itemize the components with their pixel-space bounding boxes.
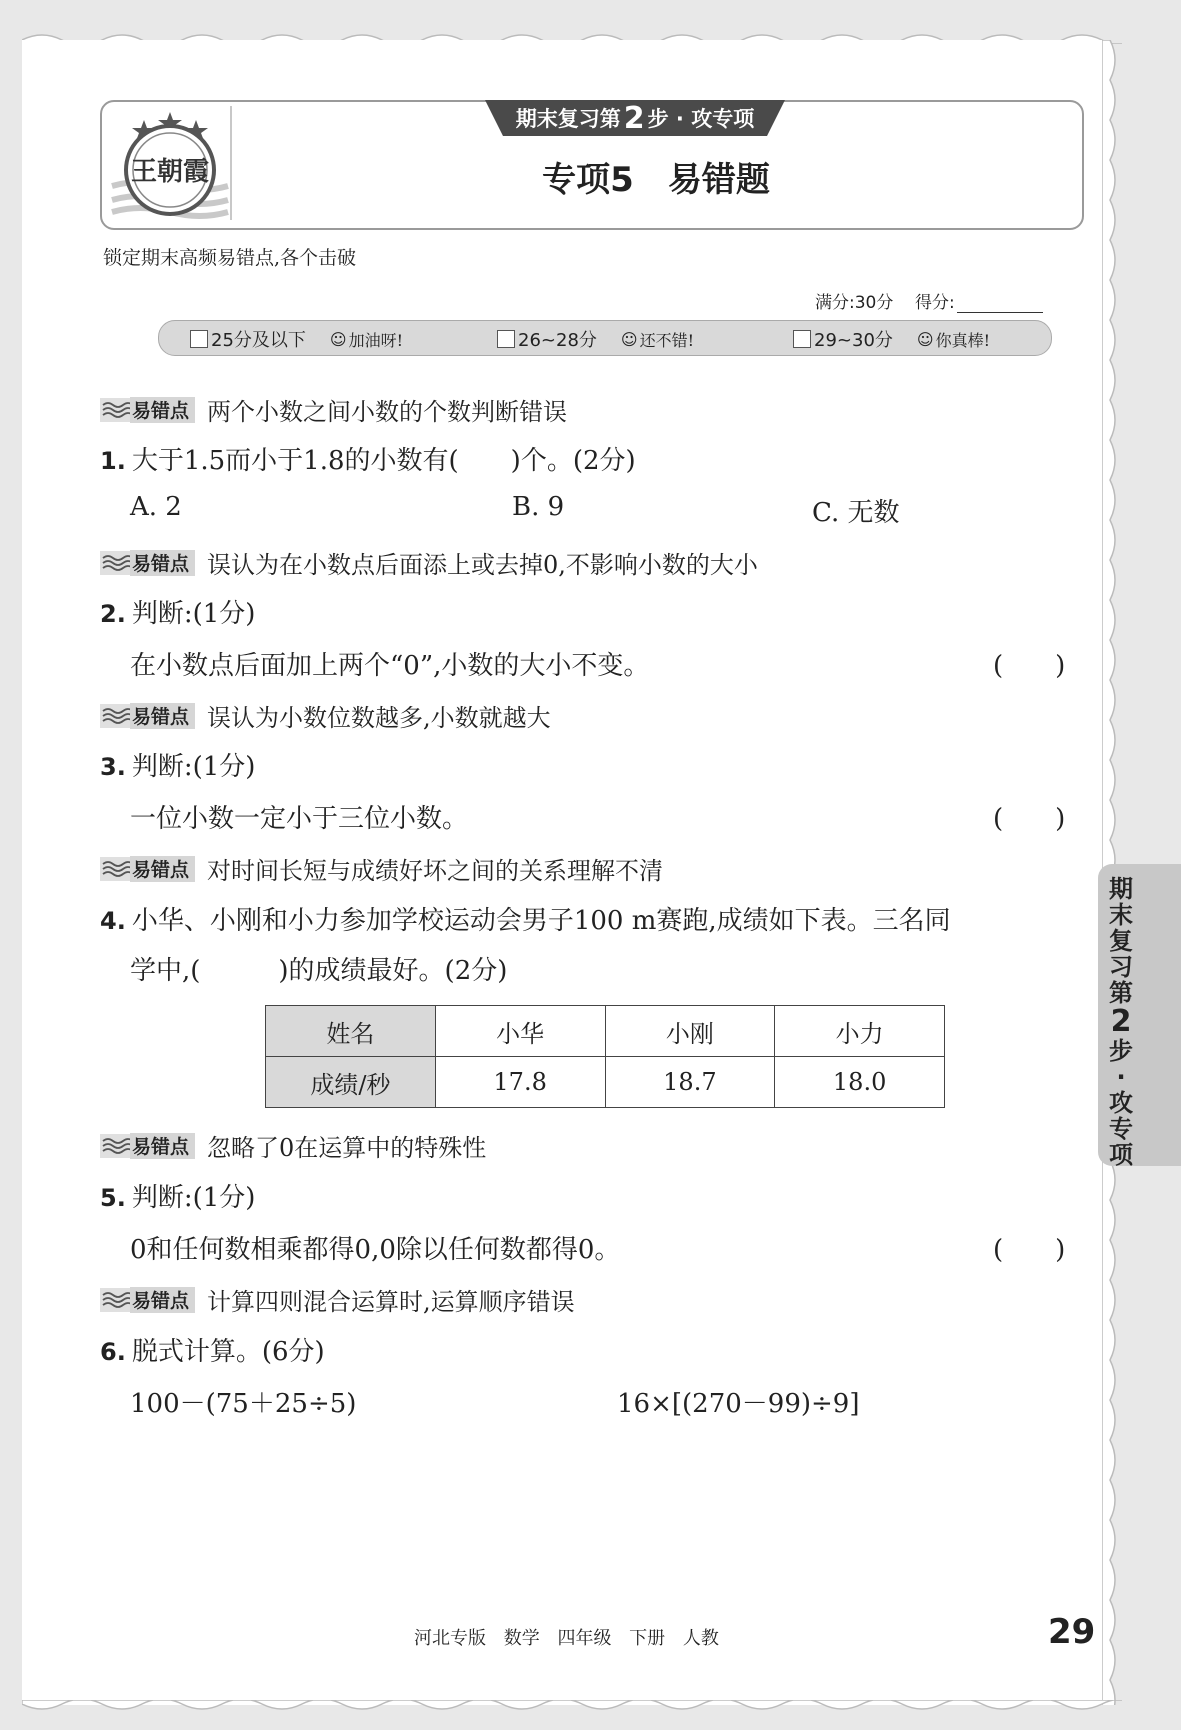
- error-point-tag: [100, 851, 663, 886]
- table-row: [266, 1057, 945, 1108]
- smile-face-icon: ☺: [620, 329, 638, 349]
- error-point-text: 计算四则混合运算时,运算顺序错误: [207, 1288, 575, 1316]
- rating-cheer: 还不错!: [639, 330, 695, 350]
- question-text: 脱式计算。(6分): [131, 1337, 325, 1367]
- waves-icon: [100, 1134, 130, 1158]
- side-tab-char: ·: [1116, 1063, 1126, 1091]
- rating-range: 29~30分: [814, 330, 893, 351]
- waves-icon: [100, 1288, 130, 1312]
- race-results-table: [265, 1005, 945, 1108]
- answer-parentheses[interactable]: ( ): [993, 1235, 1066, 1265]
- expression-b: 16×[(270－99)÷9]: [617, 1389, 860, 1419]
- side-tab-char: 习: [1109, 953, 1133, 981]
- question-text: 判断:(1分): [131, 599, 256, 629]
- error-point-tag: [100, 392, 567, 427]
- question-1: [100, 440, 636, 477]
- side-tab-char: 专: [1109, 1115, 1133, 1143]
- error-point-text: 忽略了0在运算中的特殊性: [207, 1134, 487, 1162]
- question-text: 小华、小刚和小力参加学校运动会男子100 m赛跑,成绩如下表。三名同: [131, 906, 951, 936]
- page-title: 专项5 易错题: [542, 160, 770, 200]
- side-tab-char: 2: [1110, 1004, 1132, 1039]
- question-6: [100, 1331, 325, 1368]
- table-cell: 小华: [435, 1006, 605, 1057]
- table-cell: 小力: [775, 1006, 945, 1057]
- rating-cheer: 你真棒!: [935, 330, 991, 350]
- error-point-text: 误认为在小数点后面添上或去掉0,不影响小数的大小: [207, 551, 758, 579]
- table-header-cell: 成绩/秒: [266, 1057, 436, 1108]
- side-tab-char: 末: [1109, 901, 1133, 929]
- table-cell: 17.8: [435, 1057, 605, 1108]
- waves-icon: [100, 398, 130, 422]
- waves-icon: [100, 704, 130, 728]
- rating-item: [793, 326, 990, 352]
- rating-item: [497, 326, 694, 352]
- error-point-tag: [100, 1128, 486, 1163]
- question-text: 大于1.5而小于1.8的小数有( )个。(2分): [131, 446, 636, 476]
- question-number: 1.: [100, 447, 126, 475]
- rating-checkbox[interactable]: [793, 330, 811, 348]
- waves-icon: [100, 551, 130, 575]
- side-tab-label: [1106, 876, 1136, 1168]
- rating-range: 26~28分: [518, 330, 597, 351]
- error-point-label: 易错点: [130, 703, 195, 729]
- rating-item: [190, 326, 403, 352]
- stage-label: [485, 100, 785, 136]
- score-line: [815, 288, 1043, 313]
- table-row: [266, 1006, 945, 1057]
- happy-face-icon: ☺: [916, 329, 934, 349]
- question-number: 4.: [100, 907, 126, 935]
- question-number: 3.: [100, 753, 126, 781]
- statement-text: 0和任何数相乘都得0,0除以任何数都得0。: [130, 1235, 621, 1265]
- option-b[interactable]: B. 9: [512, 492, 565, 522]
- option-a[interactable]: A. 2: [130, 492, 182, 522]
- table-cell: 小刚: [605, 1006, 775, 1057]
- error-point-text: 对时间长短与成绩好坏之间的关系理解不清: [207, 857, 664, 885]
- error-point-label: 易错点: [130, 550, 195, 576]
- question-number: 6.: [100, 1338, 126, 1366]
- logo-text: 王朝霞: [130, 157, 210, 187]
- rating-checkbox[interactable]: [497, 330, 515, 348]
- stage-number: 2: [623, 100, 645, 136]
- question-number: 2.: [100, 600, 126, 628]
- waves-icon: [100, 857, 130, 881]
- error-point-label: 易错点: [130, 856, 195, 882]
- page-wave-bottom: [22, 1700, 1122, 1716]
- rating-cheer: 加油呀!: [348, 330, 404, 350]
- rating-range: 25分及以下: [211, 330, 306, 351]
- answer-parentheses[interactable]: ( ): [993, 651, 1066, 681]
- statement-text: 一位小数一定小于三位小数。: [130, 804, 469, 834]
- question-text: 判断:(1分): [131, 752, 256, 782]
- side-tab-char: 复: [1109, 927, 1133, 955]
- page-number: 29: [1048, 1612, 1096, 1652]
- stage-suffix: 步 · 攻专项: [647, 107, 755, 131]
- option-c[interactable]: C. 无数: [812, 498, 900, 528]
- table-cell: 18.7: [605, 1057, 775, 1108]
- error-point-tag: [100, 698, 551, 733]
- table-cell: 18.0: [775, 1057, 945, 1108]
- error-point-tag: [100, 545, 758, 580]
- question-text: 判断:(1分): [131, 1183, 256, 1213]
- question-2: [100, 593, 255, 630]
- question-number: 5.: [100, 1184, 126, 1212]
- stage-prefix: 期末复习第: [515, 107, 621, 131]
- answer-parentheses[interactable]: ( ): [993, 804, 1066, 834]
- error-point-tag: [100, 1282, 575, 1317]
- question-4: [100, 900, 951, 937]
- question-3: [100, 746, 255, 783]
- error-point-text: 误认为小数位数越多,小数就越大: [207, 704, 551, 732]
- publisher-logo: [110, 104, 230, 222]
- got-score-label: 得分:: [914, 293, 955, 313]
- table-header-cell: 姓名: [266, 1006, 436, 1057]
- rating-checkbox[interactable]: [190, 330, 208, 348]
- score-blank[interactable]: [957, 312, 1043, 313]
- error-point-label: 易错点: [130, 397, 195, 423]
- error-point-text: 两个小数之间小数的个数判断错误: [207, 398, 568, 426]
- statement-text: 在小数点后面加上两个“0”,小数的大小不变。: [130, 651, 650, 681]
- side-tab-char: 攻: [1109, 1089, 1133, 1117]
- side-tab-char: 项: [1109, 1141, 1133, 1169]
- question-text-continued: 学中,( )的成绩最好。(2分): [130, 956, 508, 986]
- cheer-face-icon: ☺: [329, 329, 347, 349]
- error-point-label: 易错点: [130, 1287, 195, 1313]
- footer-info: 河北专版 数学 四年级 下册 人教: [414, 1628, 719, 1649]
- side-tab-char: 步: [1109, 1037, 1133, 1065]
- page-subtitle: 锁定期末高频易错点,各个击破: [103, 247, 357, 269]
- side-tab-char: 第: [1109, 979, 1133, 1007]
- side-tab-char: 期: [1109, 875, 1133, 903]
- question-5: [100, 1177, 255, 1214]
- error-point-label: 易错点: [130, 1133, 195, 1159]
- full-score-label: 满分:30分: [815, 293, 894, 313]
- expression-a: 100－(75＋25÷5): [130, 1389, 357, 1419]
